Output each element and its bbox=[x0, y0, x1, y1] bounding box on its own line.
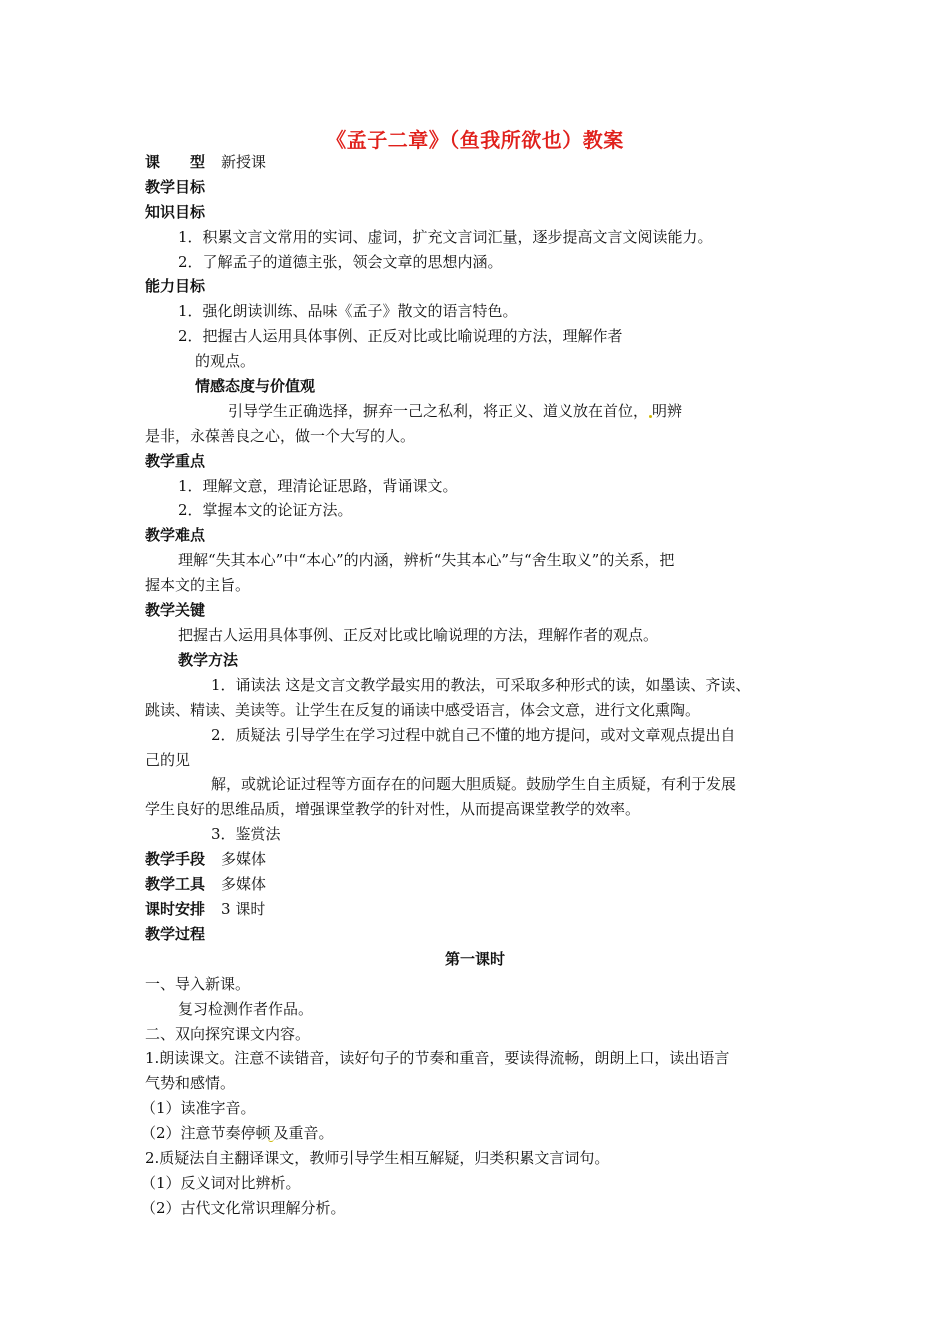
key-point-1: 1．理解文意，理清论证思路，背诵课文。 bbox=[178, 477, 458, 495]
step-2: 二、双向探究课文内容。 bbox=[145, 1025, 311, 1043]
emotion-line-1: 引导学生正确选择，摒弃一己之私利，将正义、道义放在首位， 明辨 bbox=[228, 402, 683, 420]
knowledge-goal-2: 2．了解孟子的道德主张，领会文章的思想内涵。 bbox=[178, 253, 503, 271]
tools-label: 教学工具 bbox=[145, 875, 206, 893]
ability-goal-2: 2．把握古人运用具体事例、正反对比或比喻说理的方法，理解作者 bbox=[178, 327, 623, 345]
method-2-line-4: 学生良好的思维品质，增强课堂教学的针对性，从而提高课堂教学的效率。 bbox=[145, 800, 641, 818]
point-2: 2.质疑法自主翻译课文，教师引导学生相互解疑，归类积累文言词句。 bbox=[145, 1149, 610, 1167]
point-1-line-1: 1.朗读课文。注意不读错音，读好句子的节奏和重音，要读得流畅，朗朗上口，读出语言 bbox=[145, 1049, 730, 1067]
ability-goal-2-cont: 的观点。 bbox=[195, 352, 256, 370]
step-1: 一、导入新课。 bbox=[145, 975, 251, 993]
methods-heading: 教学方法 bbox=[178, 651, 239, 669]
method-1-line-2: 跳读、精读、美读等。让学生在反复的诵读中感受语言，体会文意，进行文化熏陶。 bbox=[145, 701, 701, 719]
ability-goal-1: 1．强化朗读训练、品味《孟子》散文的语言特色。 bbox=[178, 302, 518, 320]
step-1-detail: 复习检测作者作品。 bbox=[178, 1000, 314, 1018]
lesson-1-heading: 第一课时 bbox=[444, 950, 505, 968]
course-type-value: 新授课 bbox=[221, 153, 267, 171]
course-type-label: 课 型 bbox=[145, 153, 206, 171]
schedule-label: 课时安排 bbox=[145, 900, 206, 918]
point-2-sub-2: （2）古代文化常识理解分析。 bbox=[141, 1199, 346, 1217]
schedule-value: 3 课时 bbox=[221, 900, 266, 918]
key-link-heading: 教学关键 bbox=[145, 601, 206, 619]
teaching-goals-heading: 教学目标 bbox=[145, 178, 206, 196]
means-value: 多媒体 bbox=[221, 850, 267, 868]
point-2-sub-1: （1）反义词对比辨析。 bbox=[141, 1174, 301, 1192]
means-label: 教学手段 bbox=[145, 850, 206, 868]
point-1-sub-2: （2）注意节奏停顿 及重音。 bbox=[141, 1124, 334, 1142]
schedule-line bbox=[145, 899, 265, 919]
tools-line bbox=[145, 874, 266, 894]
emotion-line-2: 是非，永葆善良之心，做一个大写的人。 bbox=[145, 427, 416, 445]
key-points-heading: 教学重点 bbox=[145, 452, 206, 470]
emotion-heading: 情感态度与价值观 bbox=[195, 377, 316, 395]
method-2-line-3: 解，或就论证过程等方面存在的问题大胆质疑。鼓励学生自主质疑，有利于发展 bbox=[211, 775, 737, 793]
key-link-line: 把握古人运用具体事例、正反对比或比喻说理的方法，理解作者的观点。 bbox=[178, 626, 659, 644]
point-1-sub-1: （1）读准字音。 bbox=[141, 1099, 256, 1117]
knowledge-goal-1: 1．积累文言文常用的实词、虚词，扩充文言词汇量，逐步提高文言文阅读能力。 bbox=[178, 228, 713, 246]
means-line bbox=[145, 849, 266, 869]
point-1-line-2: 气势和感情。 bbox=[145, 1074, 236, 1092]
difficulty-line-2: 握本文的主旨。 bbox=[145, 576, 251, 594]
difficulties-heading: 教学难点 bbox=[145, 526, 206, 544]
process-heading: 教学过程 bbox=[145, 925, 206, 943]
document-title: 《孟子二章》（鱼我所欲也）教案 bbox=[326, 128, 624, 152]
ability-goals-heading: 能力目标 bbox=[145, 277, 206, 295]
method-1-line-1: 1．诵读法 这是文言文教学最实用的教法，可采取多种形式的读，如墨读、齐读、 bbox=[211, 676, 751, 694]
course-type-line bbox=[145, 152, 266, 172]
key-point-2: 2．掌握本文的论证方法。 bbox=[178, 501, 353, 519]
tools-value: 多媒体 bbox=[221, 875, 267, 893]
difficulty-line-1: 理解“失其本心”中“本心”的内涵，辨析“失其本心”与“舍生取义”的关系，把 bbox=[178, 551, 675, 569]
method-3: 3．鉴赏法 bbox=[211, 825, 281, 843]
knowledge-goals-heading: 知识目标 bbox=[145, 203, 206, 221]
method-2-line-2: 己的见 bbox=[145, 751, 191, 769]
method-2-line-1: 2．质疑法 引导学生在学习过程中就自己不懂的地方提问，或对文章观点提出自 bbox=[211, 726, 736, 744]
